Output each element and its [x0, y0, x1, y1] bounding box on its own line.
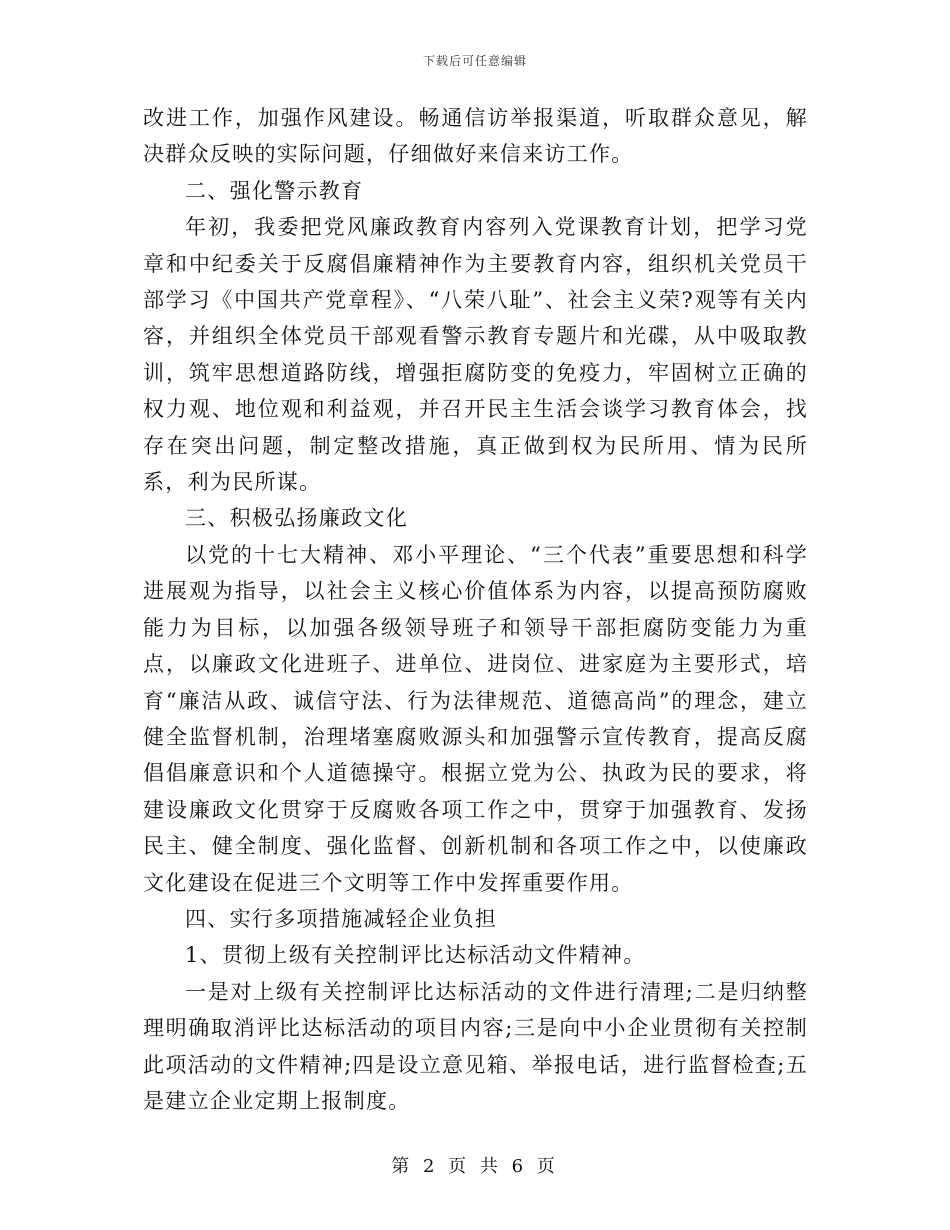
- paragraph-measures: 一是对上级有关控制评比达标活动的文件进行清理;二是归纳整理明确取消评比达标活动的项目内容;三是向中小企业贯彻有关控制此项活动的文件精神;四是设立意见箱、举报电话，进行监督检查;五是建立企业定期上报制度。: [143, 979, 808, 1113]
- section-heading-3: 三、积极弘扬廉政文化: [185, 506, 408, 531]
- paragraph-continuation: 改进工作，加强作风建设。畅通信访举报渠道，听取群众意见，解决群众反映的实际问题，仔细做好来信来访工作。: [143, 106, 808, 167]
- paragraph-clean-culture: 以党的十七大精神、邓小平理论、“三个代表”重要思想和科学进展观为指导，以社会主义核心价值体系为内容，以提高预防腐败能力为目标，以加强各级领导班子和领导干部拒腐防变能力为重点，以廉政文化进班子、进单位、进岗位、进家庭为主要形式，培育“廉洁从政、诚信守法、行为法律规范、道德高尚”的理念，建立健全监督机制，治理堵塞腐败源头和加强警示宣传教育，提高反腐倡倡廉意识和个人道德操守。根据立党为公、执政为民的要求，将建设廉政文化贯穿于反腐败各项工作之中，贯穿于加强教育、发扬民主、健全制度、强化监督、创新机制和各项工作之中，以使廉政文化建设在促进三个文明等工作中发挥重要作用。: [143, 542, 808, 895]
- subsection-heading-1: 1、贯彻上级有关控制评比达标活动文件精神。: [185, 943, 646, 968]
- page-footer: 第 2 页 共 6 页: [391, 1156, 559, 1177]
- section-heading-2: 二、强化警示教育: [185, 178, 364, 203]
- page-header: 下载后可任意编辑: [422, 54, 527, 68]
- paragraph-warning-education: 年初，我委把党风廉政教育内容列入党课教育计划，把学习党章和中纪委关于反腐倡廉精神作为主要教育内容，组织机关党员干部学习《中国共产党章程》、“八荣八耻”、社会主义荣?观等有关内容，并组织全体党员干部观看警示教育专题片和光碟，从中吸取教训，筑牢思想道路防线，增强拒腐防变的免疫力，牢固树立正确的权力观、地位观和利益观，并召开民主生活会谈学习教育体会，找存在突出问题，制定整改措施，真正做到权为民所用、情为民所系，利为民所谋。: [143, 215, 808, 495]
- document-body: [143, 100, 808, 1119]
- section-heading-4: 四、实行多项措施减轻企业负担: [185, 906, 498, 931]
